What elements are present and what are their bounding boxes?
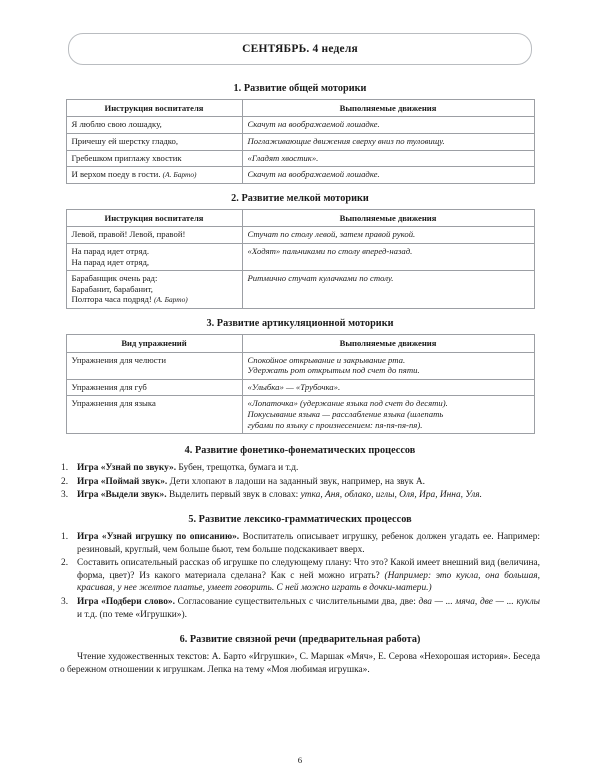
cell-line: «Улыбка» — «Трубочка». <box>247 381 341 392</box>
section-4-heading: 4. Развитие фонетико-фонематических процессов <box>184 445 416 457</box>
list-item <box>60 531 540 556</box>
cell-movement <box>242 396 534 434</box>
cell-text: Гребешком приглажу хвостик <box>71 152 182 163</box>
cell-exercise-type: Упражнения для губ <box>66 379 242 396</box>
list-item <box>60 596 540 621</box>
table-row <box>66 271 534 309</box>
table-row <box>66 134 534 151</box>
item-text: Составить описательный рассказ об игрушке по следующему плану: Что это? Какой имеет внешний вид (величина, форма, цвет)? Из какого материала сделана? Как с ней можно играть? <box>77 558 540 581</box>
item-example: (Например: это кукла, она большая, красивая, у нее желтое платье, умеет говорить. С ней можно играть в дочки-матери.) <box>77 570 540 594</box>
column-header-exercise-type: Вид упражнений <box>66 335 242 352</box>
cell-text: Причешу ей шерстку гладко, <box>71 136 179 147</box>
list-marker: 3. <box>61 596 69 607</box>
document-page <box>0 33 600 783</box>
item-text-tail: и т.д. (по теме «Игрушки»). <box>77 609 187 620</box>
month-week-banner <box>68 33 532 65</box>
table-row <box>66 379 534 396</box>
cell-text: Я люблю свою лошадку, <box>71 119 162 130</box>
table-row <box>66 396 534 434</box>
section-4-list <box>60 462 540 502</box>
cell-instruction <box>66 167 242 184</box>
item-title: Игра «Поймай звук». <box>77 476 168 487</box>
cell-attribution: (А. Барто) <box>153 295 188 305</box>
column-header-instruction: Инструкция воспитателя <box>66 209 242 226</box>
list-item <box>60 476 540 489</box>
cell-line: На парад идет отряд. <box>71 246 150 257</box>
table-header-row <box>66 335 534 352</box>
list-item <box>60 462 540 475</box>
table-articulation-motor-skills <box>66 334 535 434</box>
cell-instruction <box>66 117 242 134</box>
cell-instruction <box>66 244 242 271</box>
table-header-row <box>66 100 534 117</box>
item-text: Согласование существительных с числительными два, две: <box>174 596 419 607</box>
cell-movement: Стучат по столу левой, затем правой рукой. <box>242 227 534 244</box>
cell-exercise-type: Упражнения для языка <box>66 396 242 434</box>
table-row <box>66 227 534 244</box>
cell-instruction <box>66 271 242 309</box>
page-number: 6 <box>297 755 303 765</box>
cell-line: «Лопаточка» (удержание языка под счет до десяти). <box>247 398 448 409</box>
cell-text: Полтора часа подряд! <box>71 294 152 305</box>
item-text: Дети хлопают в ладоши на заданный звук, например, на звук А. <box>167 476 425 487</box>
cell-instruction <box>66 150 242 167</box>
column-header-movements: Выполняемые движения <box>242 209 534 226</box>
cell-line: Удержать рот открытым под счет до пяти. <box>247 365 420 376</box>
column-header-instruction: Инструкция воспитателя <box>66 100 242 117</box>
cell-instruction <box>66 227 242 244</box>
cell-line: Барабанщик очень рад: <box>71 273 158 284</box>
table-header-row <box>66 209 534 226</box>
cell-line: губами по языку с произнесением: пя-пя-пя-пя). <box>247 419 423 430</box>
table-row <box>66 167 534 184</box>
item-text: Воспитатель описывает игрушку, ребенок должен угадать ее. Например: резиновый, круглый, чем больше бьют, тем больше подскакивает вверх. <box>77 531 540 555</box>
item-title: Игра «Подбери слово». <box>77 596 175 607</box>
section-6-heading: 6. Развитие связной речи (предварительная работа) <box>179 634 421 646</box>
section-5-heading: 5. Развитие лексико-грамматических процессов <box>188 513 412 525</box>
section-3-heading: 3. Развитие артикуляционной моторики <box>206 318 394 330</box>
section-6-paragraph: Чтение художественных текстов: А. Барто «Игрушки», С. Маршак «Мяч», Е. Серова «Нехорошая история». Беседа о бережном отношении к игрушкам. Лепка на тему «Моя любимая игрушка». <box>60 652 540 675</box>
cell-attribution: (А. Барто) <box>162 170 197 180</box>
cell-instruction <box>66 134 242 151</box>
table-fine-motor-skills <box>66 209 535 309</box>
item-examples: утка, Аня, облако, иглы, Оля, Ира, Инна, Уля. <box>300 490 482 501</box>
cell-line: Спокойное открывание и закрывание рта. <box>247 354 406 365</box>
cell-line <box>72 294 237 305</box>
cell-movement: Скачут на воображаемой лошадке. <box>242 167 534 184</box>
item-text: Выделить первый звук в словах: <box>166 490 301 501</box>
list-item <box>60 489 540 502</box>
item-example: два — ... мяча, две — ... куклы <box>418 596 541 607</box>
list-marker: 2. <box>61 476 69 487</box>
section-5-list <box>60 531 540 621</box>
list-item <box>60 557 540 595</box>
banner-title: СЕНТЯБРЬ. 4 неделя <box>242 43 358 55</box>
item-title: Игра «Узнай по звуку». <box>77 463 177 474</box>
cell-movement <box>242 379 534 396</box>
cell-line: Левой, правой! Левой, правой! <box>71 229 186 240</box>
item-title: Игра «Выдели звук». <box>77 490 167 501</box>
cell-line: На парад идет отряд, <box>71 256 150 267</box>
cell-movement <box>242 352 534 379</box>
table-row <box>66 150 534 167</box>
cell-exercise-type: Упражнения для челюсти <box>66 352 242 379</box>
item-title: Игра «Узнай игрушку по описанию». <box>77 531 240 542</box>
section-2-heading: 2. Развитие мелкой моторики <box>231 192 369 204</box>
cell-text: И верхом поеду в гости. <box>71 169 161 180</box>
cell-line: Покусывание языка — расслабление языка (шлепать <box>247 408 444 419</box>
cell-line: Барабанит, барабанит, <box>71 283 153 294</box>
table-row <box>66 352 534 379</box>
list-marker: 1. <box>61 531 69 542</box>
list-marker: 1. <box>61 463 69 474</box>
list-marker: 3. <box>61 490 69 501</box>
cell-movement: Скачут на воображаемой лошадке. <box>242 117 534 134</box>
cell-movement: Поглаживающие движения сверху вниз по туловищу. <box>242 134 534 151</box>
section-1-heading: 1. Развитие общей моторики <box>233 83 367 94</box>
column-header-movements: Выполняемые движения <box>242 335 534 352</box>
item-text: Бубен, трещотка, бумага и т.д. <box>176 463 299 474</box>
cell-movement: Ритмично стучат кулачками по столу. <box>242 271 534 309</box>
table-row <box>66 117 534 134</box>
list-marker: 2. <box>61 558 69 569</box>
table-general-motor-skills <box>66 99 535 184</box>
cell-movement: «Гладят хвостик». <box>242 150 534 167</box>
column-header-movements: Выполняемые движения <box>242 100 534 117</box>
cell-movement: «Ходят» пальчиками по столу вперед-назад. <box>242 244 534 271</box>
table-row <box>66 244 534 271</box>
